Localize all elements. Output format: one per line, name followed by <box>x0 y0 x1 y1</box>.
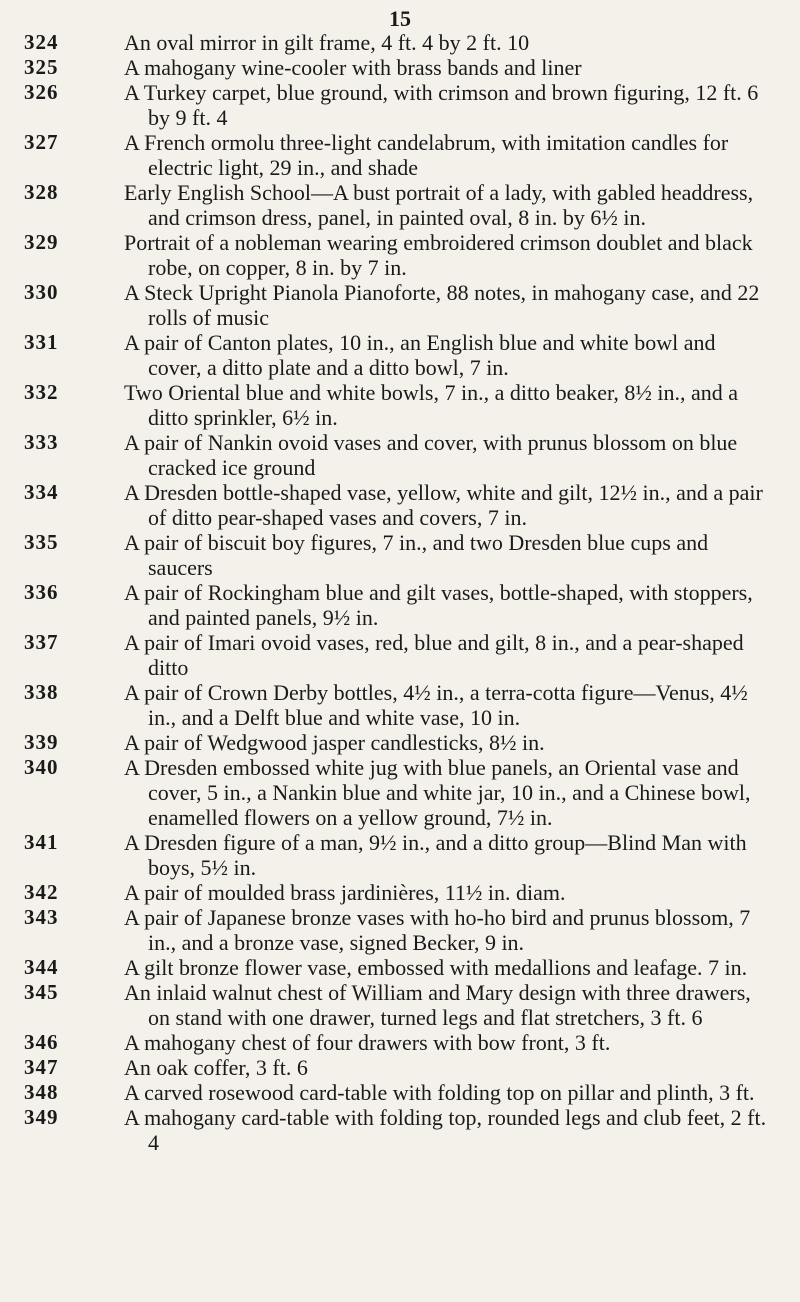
lot-description: A mahogany wine-cooler with brass bands and liner <box>124 55 582 80</box>
lot-description: A carved rosewood card-table with folding top on pillar and plinth, 3 ft. <box>124 1080 755 1105</box>
lot-description: A pair of Canton plates, 10 in., an English blue and white bowl and cover, a ditto plate and a ditto bowl, 7 in. <box>124 330 716 380</box>
lot-entry <box>0 1080 800 1105</box>
lot-number: 346 <box>24 1030 59 1054</box>
lot-entry <box>0 830 800 880</box>
lot-number: 328 <box>24 180 59 204</box>
lot-description: A pair of biscuit boy figures, 7 in., and two Dresden blue cups and saucers <box>124 530 709 580</box>
lot-description: A pair of Crown Derby bottles, 4½ in., a terra-cotta figure—Venus, 4½ in., and a Delft blue and white vase, 10 in. <box>124 680 748 730</box>
lot-entry <box>0 430 800 480</box>
lot-entry <box>0 1105 800 1155</box>
lot-entry <box>0 1030 800 1055</box>
lot-description: A pair of Rockingham blue and gilt vases, bottle-shaped, with stoppers, and painted panels, 9½ in. <box>124 580 753 630</box>
lot-description: A gilt bronze flower vase, embossed with medallions and leafage. 7 in. <box>124 955 748 980</box>
lot-number: 327 <box>24 130 59 154</box>
page-number: 15 <box>389 6 411 31</box>
lot-entry <box>0 230 800 280</box>
lot-entry <box>0 680 800 730</box>
lot-description: Portrait of a nobleman wearing embroidered crimson doublet and black robe, on copper, 8 in. by 7 in. <box>124 230 753 280</box>
lot-entry <box>0 130 800 180</box>
lot-description: A mahogany card-table with folding top, rounded legs and club feet, 2 ft. 4 <box>124 1105 767 1155</box>
lot-number: 337 <box>24 630 59 654</box>
lot-description: A Dresden figure of a man, 9½ in., and a ditto group—Blind Man with boys, 5½ in. <box>124 830 747 880</box>
lot-number: 324 <box>24 30 59 54</box>
lot-list <box>0 30 800 1155</box>
lot-description: A pair of moulded brass jardinières, 11½ in. diam. <box>124 880 566 905</box>
lot-number: 347 <box>24 1055 59 1079</box>
lot-description: A French ormolu three-light candelabrum, with imitation candles for electric light, 29 in., and shade <box>124 130 729 180</box>
lot-entry <box>0 1055 800 1080</box>
lot-entry <box>0 30 800 55</box>
lot-description: A pair of Imari ovoid vases, red, blue and gilt, 8 in., and a pear-shaped ditto <box>124 630 744 680</box>
lot-entry <box>0 380 800 430</box>
lot-description: A mahogany chest of four drawers with bow front, 3 ft. <box>124 1030 611 1055</box>
lot-description: A Turkey carpet, blue ground, with crimson and brown figuring, 12 ft. 6 by 9 ft. 4 <box>124 80 759 130</box>
lot-number: 340 <box>24 755 59 779</box>
lot-description: An inlaid walnut chest of William and Mary design with three drawers, on stand with one drawer, turned legs and flat stretchers, 3 ft. 6 <box>124 980 751 1030</box>
lot-number: 329 <box>24 230 59 254</box>
lot-number: 343 <box>24 905 59 929</box>
lot-description: A pair of Wedgwood jasper candlesticks, 8½ in. <box>124 730 545 755</box>
lot-number: 349 <box>24 1105 59 1129</box>
lot-entry <box>0 180 800 230</box>
lot-number: 339 <box>24 730 59 754</box>
lot-number: 334 <box>24 480 59 504</box>
lot-number: 332 <box>24 380 59 404</box>
lot-number: 325 <box>24 55 59 79</box>
lot-number: 342 <box>24 880 59 904</box>
lot-entry <box>0 630 800 680</box>
lot-number: 344 <box>24 955 59 979</box>
lot-entry <box>0 480 800 530</box>
lot-number: 333 <box>24 430 59 454</box>
lot-entry <box>0 755 800 830</box>
lot-number: 338 <box>24 680 59 704</box>
lot-description: An oak coffer, 3 ft. 6 <box>124 1055 308 1080</box>
lot-entry <box>0 280 800 330</box>
lot-number: 336 <box>24 580 59 604</box>
lot-description: A Dresden bottle-shaped vase, yellow, white and gilt, 12½ in., and a pair of ditto pear-shaped vases and covers, 7 in. <box>124 480 763 530</box>
lot-description: A Steck Upright Pianola Pianoforte, 88 notes, in mahogany case, and 22 rolls of music <box>124 280 760 330</box>
lot-number: 326 <box>24 80 59 104</box>
lot-description: Two Oriental blue and white bowls, 7 in., a ditto beaker, 8½ in., and a ditto sprinkler, 6½ in. <box>124 380 739 430</box>
lot-entry <box>0 55 800 80</box>
lot-description: Early English School—A bust portrait of a lady, with gabled headdress, and crimson dress, panel, in painted oval, 8 in. by 6½ in. <box>124 180 754 230</box>
lot-entry <box>0 880 800 905</box>
lot-number: 341 <box>24 830 59 854</box>
lot-number: 330 <box>24 280 59 304</box>
lot-entry <box>0 530 800 580</box>
lot-entry <box>0 330 800 380</box>
lot-description: A Dresden embossed white jug with blue panels, an Oriental vase and cover, 5 in., a Nankin blue and white jar, 10 in., and a Chinese bowl, enamelled flowers on a yellow ground, 7½ in. <box>124 755 751 830</box>
lot-number: 335 <box>24 530 59 554</box>
lot-description: A pair of Japanese bronze vases with ho-ho bird and prunus blossom, 7 in., and a bronze vase, signed Becker, 9 in. <box>124 905 751 955</box>
lot-entry <box>0 580 800 630</box>
lot-entry <box>0 730 800 755</box>
lot-entry <box>0 980 800 1030</box>
lot-number: 348 <box>24 1080 59 1104</box>
lot-description: A pair of Nankin ovoid vases and cover, with prunus blossom on blue cracked ice ground <box>124 430 738 480</box>
lot-number: 345 <box>24 980 59 1004</box>
lot-entry <box>0 80 800 130</box>
lot-entry <box>0 905 800 955</box>
lot-number: 331 <box>24 330 59 354</box>
lot-entry <box>0 955 800 980</box>
lot-description: An oval mirror in gilt frame, 4 ft. 4 by 2 ft. 10 <box>124 30 530 55</box>
